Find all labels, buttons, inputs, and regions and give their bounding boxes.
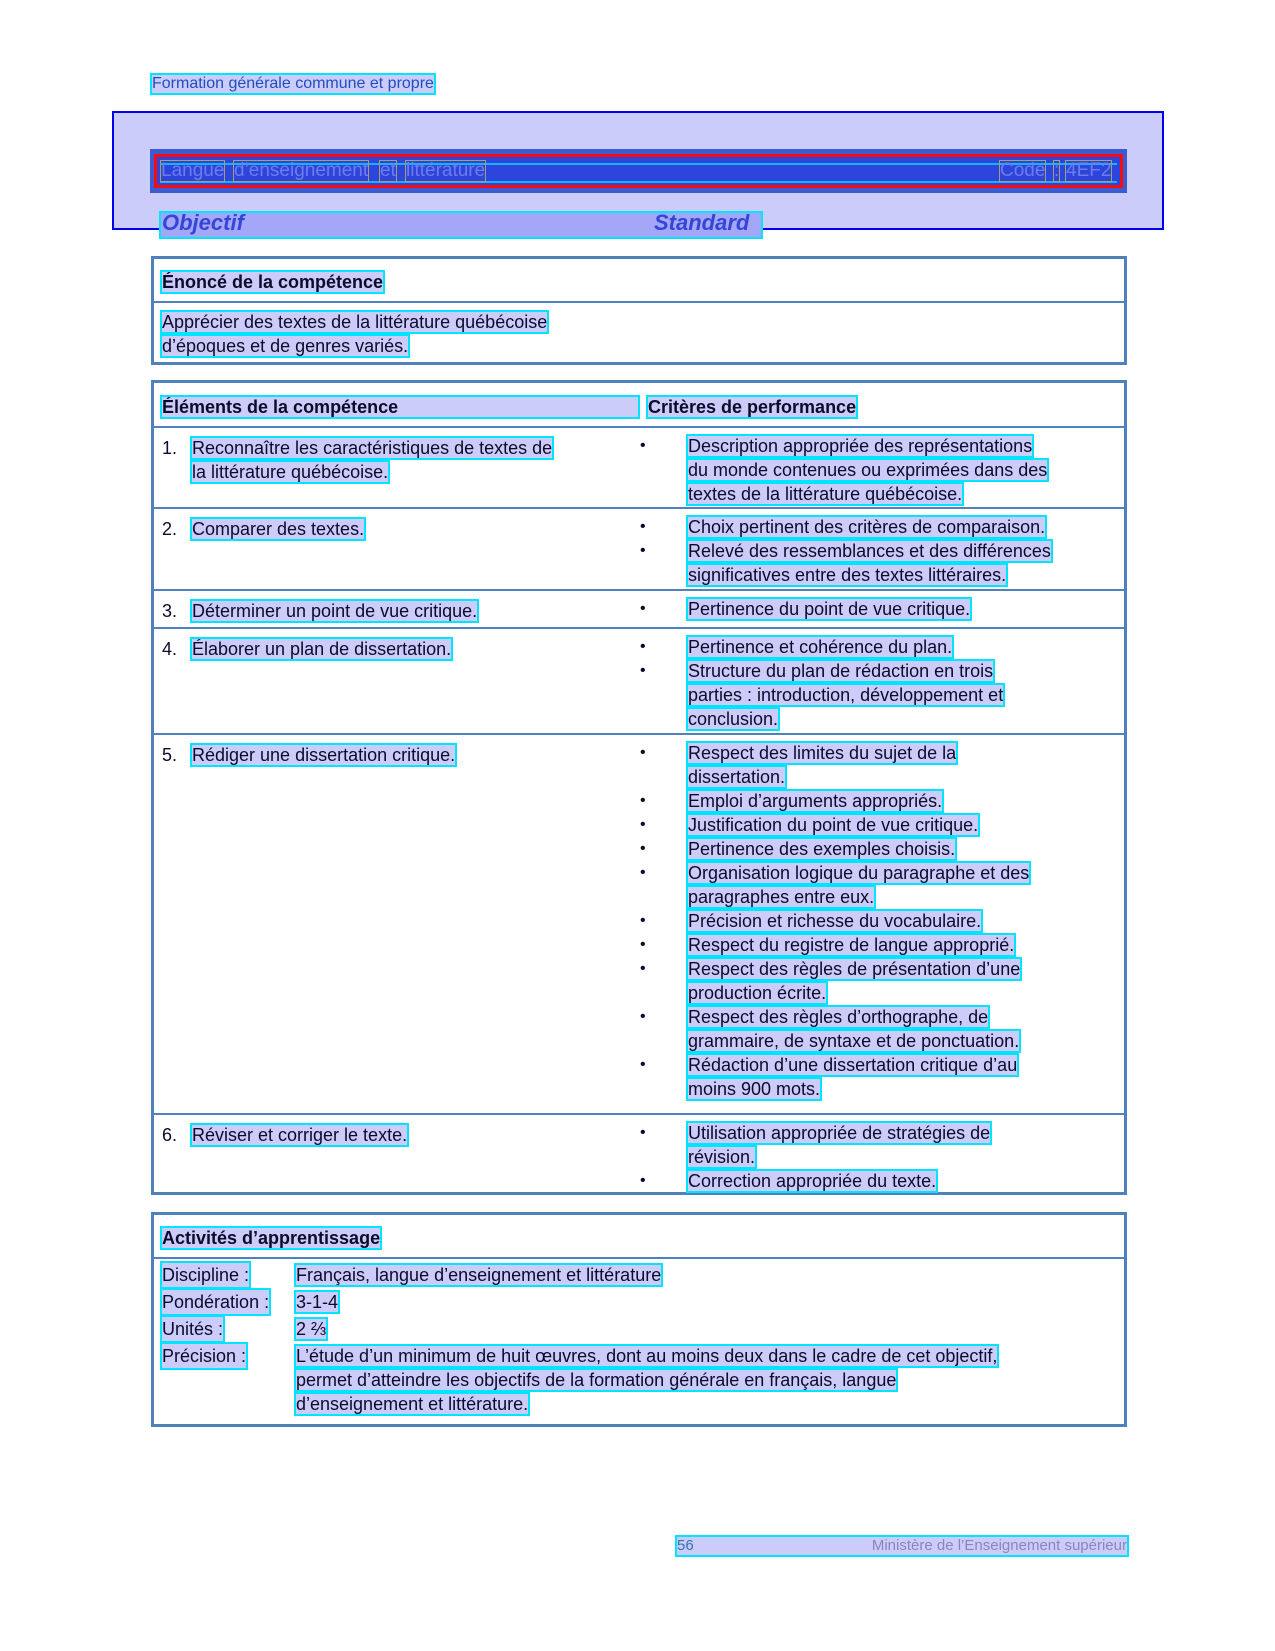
activite-field-label: Pondération : xyxy=(162,1292,270,1312)
criteria-list xyxy=(640,635,1110,731)
bullet-icon: • xyxy=(640,1124,646,1141)
criterion-text: Utilisation appropriée de stratégies de xyxy=(688,1123,991,1143)
criterion-item xyxy=(640,837,1110,861)
criterion-text: Respect du registre de langue approprié. xyxy=(688,935,1015,955)
element-text: Élaborer un plan de dissertation. xyxy=(192,639,452,659)
criteria-list xyxy=(640,741,1110,1101)
element-number: 4. xyxy=(162,639,178,659)
criterion-text: Rédaction d’une dissertation critique d’au xyxy=(688,1055,1018,1075)
elements-table xyxy=(151,380,1127,1195)
element-line xyxy=(162,637,612,661)
bullet-icon: • xyxy=(640,437,646,454)
criterion-item xyxy=(640,1169,1110,1193)
activite-field-value: d’enseignement et littérature. xyxy=(296,1394,529,1414)
criterion-item xyxy=(640,434,1110,506)
criterion-text: Description appropriée des représentations xyxy=(688,436,1033,456)
activite-field-label: Précision : xyxy=(162,1346,247,1366)
criterion-item xyxy=(640,635,1110,659)
criterion-text: significatives entre des textes littéraires. xyxy=(688,565,1007,585)
element-text: Comparer des textes. xyxy=(192,519,365,539)
element-row xyxy=(154,507,1124,589)
bullet-icon: • xyxy=(640,638,646,655)
criterion-item xyxy=(640,597,1110,621)
element-description xyxy=(162,599,612,623)
activite-field-label: Unités : xyxy=(162,1319,224,1339)
element-description xyxy=(162,436,612,484)
bullet-icon: • xyxy=(640,936,646,953)
enonce-line xyxy=(162,310,1116,334)
element-number: 6. xyxy=(162,1125,178,1145)
course-code-separator: : xyxy=(1054,160,1060,181)
element-line xyxy=(162,599,612,623)
elements-header-left: Éléments de la compétence xyxy=(162,397,638,417)
enonce-body xyxy=(154,303,1124,358)
criterion-text: Correction appropriée du texte. xyxy=(688,1171,937,1191)
bullet-icon: • xyxy=(640,744,646,761)
element-line xyxy=(162,460,612,484)
bullet-icon: • xyxy=(640,600,646,617)
bullet-icon: • xyxy=(640,792,646,809)
criteria-list xyxy=(640,515,1110,587)
bullet-icon: • xyxy=(640,662,646,679)
criterion-text: Justification du point de vue critique. xyxy=(688,815,979,835)
element-row xyxy=(154,428,1124,507)
criterion-text: production écrite. xyxy=(688,983,827,1003)
activite-field-value: 3-1-4 xyxy=(296,1292,339,1312)
course-title-word: Langue xyxy=(161,160,225,181)
bullet-icon: • xyxy=(640,542,646,559)
criterion-item xyxy=(640,515,1110,539)
bullet-icon: • xyxy=(640,960,646,977)
course-code-value: 4EF2 xyxy=(1066,160,1112,181)
element-line xyxy=(162,1123,612,1147)
criterion-text: textes de la littérature québécoise. xyxy=(688,484,963,504)
criteria-list xyxy=(640,434,1110,506)
activite-field-value: 2 ⅔ xyxy=(296,1319,327,1339)
criterion-item xyxy=(640,1005,1110,1053)
criterion-item xyxy=(640,909,1110,933)
activite-field xyxy=(162,1263,1116,1287)
bullet-icon: • xyxy=(640,1172,646,1189)
criterion-item xyxy=(640,659,1110,731)
elements-header-right: Critères de performance xyxy=(648,397,857,417)
criterion-text: paragraphes entre eux. xyxy=(688,887,875,907)
activites-table xyxy=(151,1212,1127,1427)
criterion-text: Respect des limites du sujet de la xyxy=(688,743,957,763)
criterion-text: révision. xyxy=(688,1147,756,1167)
criterion-text: du monde contenues ou exprimées dans des xyxy=(688,460,1048,480)
course-title-word: d’enseignement xyxy=(234,160,369,181)
element-description xyxy=(162,517,612,541)
criterion-text: parties : introduction, développement et xyxy=(688,685,1004,705)
element-description xyxy=(162,743,612,767)
element-text: Déterminer un point de vue critique. xyxy=(192,601,478,621)
criterion-text: moins 900 mots. xyxy=(688,1079,821,1099)
enonce-line xyxy=(162,334,1116,358)
criterion-item xyxy=(640,1121,1110,1169)
element-row xyxy=(154,733,1124,1113)
criterion-item xyxy=(640,741,1110,789)
criteria-list xyxy=(640,1121,1110,1193)
enonce-table xyxy=(151,256,1127,365)
activite-field-value: L’étude d’un minimum de huit œuvres, dont au moins deux dans le cadre de cet objectif, xyxy=(296,1346,998,1366)
activites-body xyxy=(154,1259,1124,1416)
bullet-icon: • xyxy=(640,1008,646,1025)
activite-field xyxy=(162,1344,1116,1416)
activite-field-value: permet d’atteindre les objectifs de la formation générale en français, langue xyxy=(296,1370,897,1390)
standard-label: Standard xyxy=(654,210,750,235)
element-number: 5. xyxy=(162,745,178,765)
course-title-word: et xyxy=(380,160,396,181)
page-footer xyxy=(677,1537,1127,1555)
element-row xyxy=(154,627,1124,733)
criterion-item xyxy=(640,539,1110,587)
element-text: la littérature québécoise. xyxy=(192,462,389,482)
criterion-text: Respect des règles d’orthographe, de xyxy=(688,1007,989,1027)
element-number: 2. xyxy=(162,519,178,539)
objectif-label: Objectif xyxy=(162,210,244,235)
criterion-item xyxy=(640,789,1110,813)
criterion-text: Choix pertinent des critères de comparaison. xyxy=(688,517,1046,537)
criterion-text: Emploi d’arguments appropriés. xyxy=(688,791,943,811)
activite-field-value: Français, langue d’enseignement et littérature xyxy=(296,1265,662,1285)
course-title-word: littérature xyxy=(406,160,486,181)
element-description xyxy=(162,637,612,661)
criterion-text: conclusion. xyxy=(688,709,779,729)
bullet-icon: • xyxy=(640,816,646,833)
criterion-text: Pertinence du point de vue critique. xyxy=(688,599,971,619)
bullet-icon: • xyxy=(640,912,646,929)
enonce-title: Énoncé de la compétence xyxy=(162,272,384,292)
element-line xyxy=(162,517,612,541)
activite-field-label: Discipline : xyxy=(162,1265,250,1285)
activites-title: Activités d’apprentissage xyxy=(162,1228,381,1248)
element-row xyxy=(154,589,1124,627)
page-number: 56 xyxy=(677,1537,694,1554)
element-text: Reconnaître les caractéristiques de textes de xyxy=(192,438,553,458)
running-head: Formation générale commune et propre xyxy=(152,75,434,92)
criterion-text: Pertinence des exemples choisis. xyxy=(688,839,956,859)
activite-field xyxy=(162,1317,1116,1341)
criterion-item xyxy=(640,957,1110,1005)
element-line xyxy=(162,743,612,767)
element-number: 1. xyxy=(162,438,178,458)
activite-field xyxy=(162,1290,1116,1314)
element-description xyxy=(162,1123,612,1147)
enonce-line-text: d’époques et de genres variés. xyxy=(162,336,409,356)
enonce-header xyxy=(154,259,1124,303)
criterion-text: Organisation logique du paragraphe et des xyxy=(688,863,1030,883)
bullet-icon: • xyxy=(640,840,646,857)
bullet-icon: • xyxy=(640,864,646,881)
elements-rows xyxy=(154,428,1124,1195)
activites-header xyxy=(154,1215,1124,1259)
ministry-name: Ministère de l’Enseignement supérieur xyxy=(871,1537,1127,1554)
element-line xyxy=(162,436,612,460)
criterion-item xyxy=(640,1053,1110,1101)
criterion-item xyxy=(640,813,1110,837)
element-text: Réviser et corriger le texte. xyxy=(192,1125,408,1145)
bullet-icon: • xyxy=(640,1056,646,1073)
criterion-item xyxy=(640,933,1110,957)
criterion-text: grammaire, de syntaxe et de ponctuation. xyxy=(688,1031,1020,1051)
criterion-text: dissertation. xyxy=(688,767,786,787)
criterion-text: Pertinence et cohérence du plan. xyxy=(688,637,953,657)
element-row xyxy=(154,1113,1124,1195)
criteria-list xyxy=(640,597,1110,621)
elements-header xyxy=(154,383,1124,428)
course-code-label: Code xyxy=(1000,160,1046,181)
criterion-item xyxy=(640,861,1110,909)
criterion-text: Respect des règles de présentation d’une xyxy=(688,959,1021,979)
bullet-icon: • xyxy=(640,518,646,535)
criterion-text: Structure du plan de rédaction en trois xyxy=(688,661,994,681)
criterion-text: Précision et richesse du vocabulaire. xyxy=(688,911,982,931)
criterion-text: Relevé des ressemblances et des différences xyxy=(688,541,1051,561)
element-text: Rédiger une dissertation critique. xyxy=(192,745,456,765)
enonce-line-text: Apprécier des textes de la littérature québécoise xyxy=(162,312,548,332)
element-number: 3. xyxy=(162,601,178,621)
